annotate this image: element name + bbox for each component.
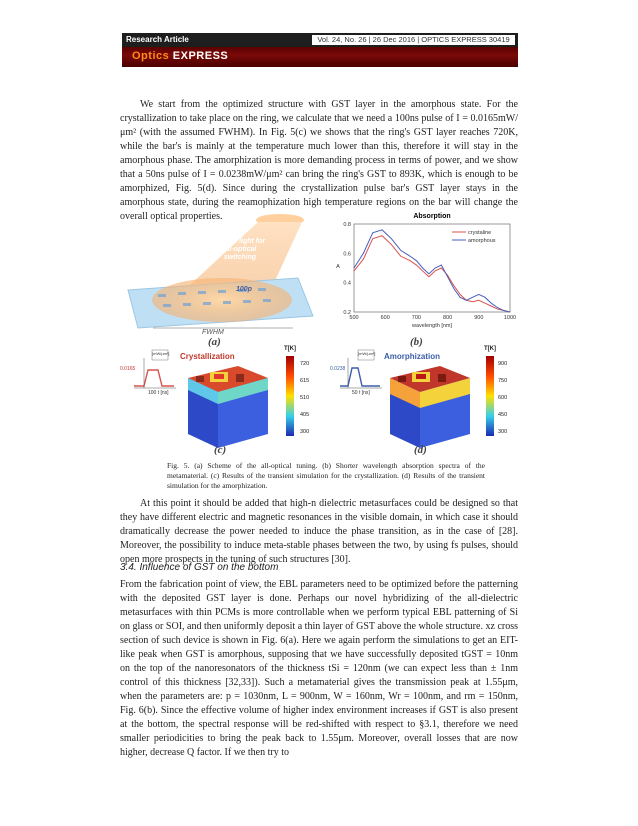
y-tick-label: 0.8 (343, 222, 351, 228)
x-tick-label: 700 (411, 315, 421, 321)
amorph-colorbar-ticks (498, 356, 507, 441)
cryst-tick: 615 (300, 378, 310, 384)
chart-title: Absorption (413, 213, 451, 220)
pulse-d-ylabel: [mW/μm²] (358, 351, 376, 356)
period-label: 100p (236, 286, 252, 293)
figure-caption: Fig. 5. (a) Scheme of the all-optical tuning. (b) Shorter wavelength absorption spectra of the metamaterial. (c) Results of the transient simulation for the crystallization. (d) Results of the transient simulation for the amorphization. (167, 461, 485, 490)
paragraph-2: At this point it should be added that high-n dielectric metasurfaces could be designed so that they have different electric and magnetic resonances in the visible domain, in which case it should dramatically decrease the power needed to induce the phase transition, as in the case of [28]. Moreover, the possibility to induce meta-stable phases between the two, by using fs pulses, should open more prospects in the tuning of such structures [30]. (120, 498, 518, 565)
logo-optics: Optics (132, 50, 170, 62)
paragraph-1: We start from the optimized structure with GST layer in the amorphous state. For the crystallization to take place on the ring, we calculate that we need a 100ns pulse of I = 0.0165mW/μm² (with the assumed FWHM). In Fig. 5(c) we shows that the ring's GST layer reaches 720K, while the bar's is mainly at the temperature much lower than this, therefore it will stay in the amorphous phase. The amorphization is more demanding process in terms of power, and we show that a 50ns pulse of I = 0.0238mW/μm² can bring the ring's GST to 893K, which is enough to be amorphized, Fig. 5(d). Since during the crystallization pulse bar's GST layer stays in the amorphous state, during the reamophization high temperature regions on the bar will change the overall optical properties. (120, 99, 518, 222)
logo-express: EXPRESS (172, 50, 229, 62)
panel-a-label: (a) (208, 336, 221, 348)
journal-logo (132, 50, 228, 62)
section-heading: 3.4. Influence of GST on the bottom (120, 562, 279, 573)
amorph-tick: 600 (498, 395, 508, 401)
panel-c-crystallization (118, 348, 318, 458)
y-tick-label: 0.6 (343, 251, 351, 258)
amorph-tick: 750 (498, 378, 508, 384)
pulse-c-trace (134, 370, 174, 386)
temp-unit-d: T[K] (484, 346, 496, 352)
panel-a-scheme (118, 208, 318, 338)
fwhm-label: FWHM (202, 329, 224, 336)
pulse-c-value: 0.0165 (120, 366, 136, 372)
temp-unit-c: T[K] (284, 346, 296, 352)
cryst-tick: 405 (300, 412, 310, 418)
panel-b-label: (b) (410, 336, 423, 348)
amorph-tick: 300 (498, 429, 508, 435)
figure-5 (118, 208, 520, 466)
amorphization-title: Amorphization (384, 352, 440, 361)
panel-d-label: (d) (414, 444, 427, 456)
y-tick-label: 0.2 (343, 310, 351, 316)
absorption-chart (330, 208, 520, 333)
journal-line: Vol. 24, No. 26 | 26 Dec 2016 | OPTICS EXPRESS 30419 (312, 35, 515, 45)
visible-light-label: Visible light for all-optical switching (214, 238, 266, 261)
crystallization-title: Crystallization (180, 352, 235, 361)
pulse-d-axis: 50 t [ns] (352, 390, 370, 396)
article-type: Research Article (126, 35, 189, 44)
pulse-c-axis: 100 t [ns] (148, 390, 169, 396)
x-axis-label: wavelength [nm] (411, 323, 453, 329)
cryst-tick: 300 (300, 429, 310, 435)
x-tick-label: 600 (380, 315, 390, 321)
x-tick-label: 500 (349, 315, 359, 321)
panel-c-label: (c) (214, 444, 227, 456)
x-tick-label: 800 (443, 315, 453, 321)
pulse-d-trace (340, 368, 380, 386)
amorph-tick: 450 (498, 412, 508, 418)
legend-entry: amorphous (468, 238, 496, 244)
y-axis-label: A (336, 264, 340, 270)
cryst-colorbar-ticks (300, 356, 309, 441)
y-tick-label: 0.4 (343, 280, 351, 287)
paragraph-3: From the fabrication point of view, the EBL parameters need to be optimized before the patterning with the deposited GST layer is done. Perhaps our novel hybridizing of the all-dielectric metasurfaces with thin PCMs is more controllable when we perform typical EBL patterning of Si on glass or SOI, and then uniformly deposit a thin layer of GST above the whole structure. xz cross section of such device is shown in Fig. 6(a). Here we again perform the simulations to get an EIT-like peak when GST is amorphous, supposing that we have successfully deposited tGST = 10nm on the top of the nanoresonators of the thickness tSi = 120nm (we can expect less than ± 1nm control of this thickness [32,33]). Such a metamaterial gives the transmission peak at 1.55μm, when the parameters are: p = 1030nm, L = 900nm, W = 160nm, Wr = 100nm, and rm = 150nm, Fig. 6(b). Since the effective volume of higher index environment increases if GST is also present at the bottom, the spectral response will be red-shifted with respect to §3.1, therefore we need smaller periodicities to bring the peak back to 1.55μm. Moreover, overall losses that are now higher, decrease Q factor. If we then try to (120, 579, 518, 758)
cryst-tick: 720 (300, 361, 310, 367)
pulse-c-ylabel: [mW/μm²] (152, 351, 170, 356)
legend-entry: crystaline (468, 230, 492, 236)
panel-d-amorphization (324, 348, 520, 458)
amorph-tick: 900 (498, 361, 508, 367)
x-tick-label: 1000 (503, 315, 517, 321)
x-tick-label: 900 (474, 315, 484, 321)
pulse-d-value: 0.0238 (330, 366, 346, 372)
cryst-tick: 510 (300, 395, 310, 401)
